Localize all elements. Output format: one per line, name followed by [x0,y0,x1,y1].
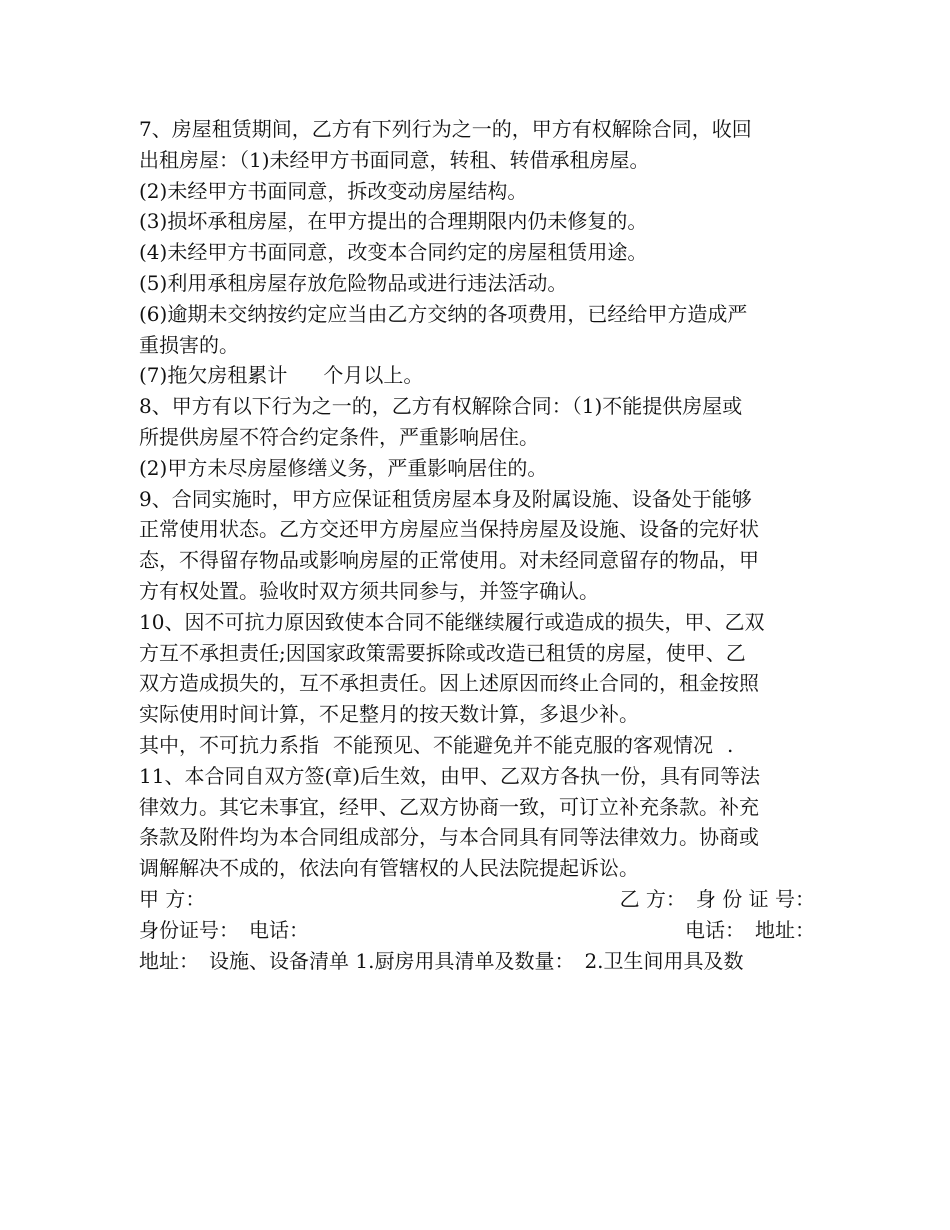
text-line: (2)甲方未尽房屋修缮义务，严重影响居住的。 [139,455,548,480]
text-line: (2)未经甲方书面同意，拆改变动房屋结构。 [139,178,528,203]
text-line: 正常使用状态。乙方交还甲方房屋应当保持房屋及设施、设备的完好状 [139,517,759,542]
rent-arrears-suffix: 个月以上。 [323,363,424,388]
signature-row-parties [139,884,815,915]
text-line: 态，不得留存物品或影响房屋的正常使用。对未经同意留存的物品，甲 [139,548,759,573]
text-line-force-majeure [139,730,815,761]
text-line: (4)未经甲方书面同意，改变本合同约定的房屋租赁用途。 [139,240,648,265]
party-b-phone-address: 电话： 地址： [685,917,815,942]
force-majeure-period: . [727,732,734,757]
party-a-label: 甲 方： [139,886,206,911]
force-majeure-prefix: 其中，不可抗力系指 [139,732,319,757]
party-b-label: 乙 方： 身 份 证 号： [619,886,815,911]
text-line: 11、本合同自双方签(章)后生效，由甲、乙双方各执一份，具有同等法 [139,763,761,788]
text-line: 重损害的。 [139,332,239,357]
text-line: 出租房屋：（1)未经甲方书面同意，转租、转借承租房屋。 [139,147,650,172]
text-line: (3)损坏承租房屋，在甲方提出的合理期限内仍未修复的。 [139,209,648,234]
text-line: 方互不承担责任;因国家政策需要拆除或改造已租赁的房屋，使甲、乙 [139,640,746,665]
rent-arrears-prefix: (7)拖欠房租累计 [139,363,288,388]
text-line: 8、甲方有以下行为之一的，乙方有权解除合同：（1)不能提供房屋或 [139,394,743,419]
signature-row-ids [139,915,815,946]
text-line: 方有权处置。验收时双方须共同参与，并签字确认。 [139,578,599,603]
text-line: (6)逾期未交纳按约定应当由乙方交纳的各项费用，已经给甲方造成严 [139,301,748,326]
address-and-equipment-list: 地址： 设施、设备清单 1.厨房用具清单及数量： 2.卫生间用具及数 [139,948,744,973]
text-line: 调解解决不成的，依法向有管辖权的人民法院提起诉讼。 [139,856,639,881]
text-line: 所提供房屋不符合约定条件，严重影响居住。 [139,424,539,449]
text-line: 双方造成损失的，互不承担责任。因上述原因而终止合同的，租金按照 [139,671,759,696]
text-line: 律效力。其它未事宜，经甲、乙双方协商一致，可订立补充条款。补充 [139,794,759,819]
text-line: 7、房屋租赁期间，乙方有下列行为之一的，甲方有权解除合同，收回 [139,117,752,141]
text-line: 10、因不可抗力原因致使本合同不能继续履行或造成的损失，甲、乙双 [139,609,765,634]
document-page [139,114,815,976]
text-line-rent-arrears [139,360,815,391]
party-a-id-phone: 身份证号： 电话： [139,917,309,942]
text-line: 条款及附件均为本合同组成部分，与本合同具有同等法律效力。协商或 [139,825,759,850]
text-line: (5)利用承租房屋存放危险物品或进行违法活动。 [139,270,568,295]
text-line: 9、合同实施时，甲方应保证租赁房屋本身及附属设施、设备处于能够 [139,486,752,511]
text-line: 实际使用时间计算，不足整月的按天数计算，多退少补。 [139,702,639,727]
force-majeure-definition: 不能预见、不能避免并不能克服的客观情况 [333,732,713,757]
